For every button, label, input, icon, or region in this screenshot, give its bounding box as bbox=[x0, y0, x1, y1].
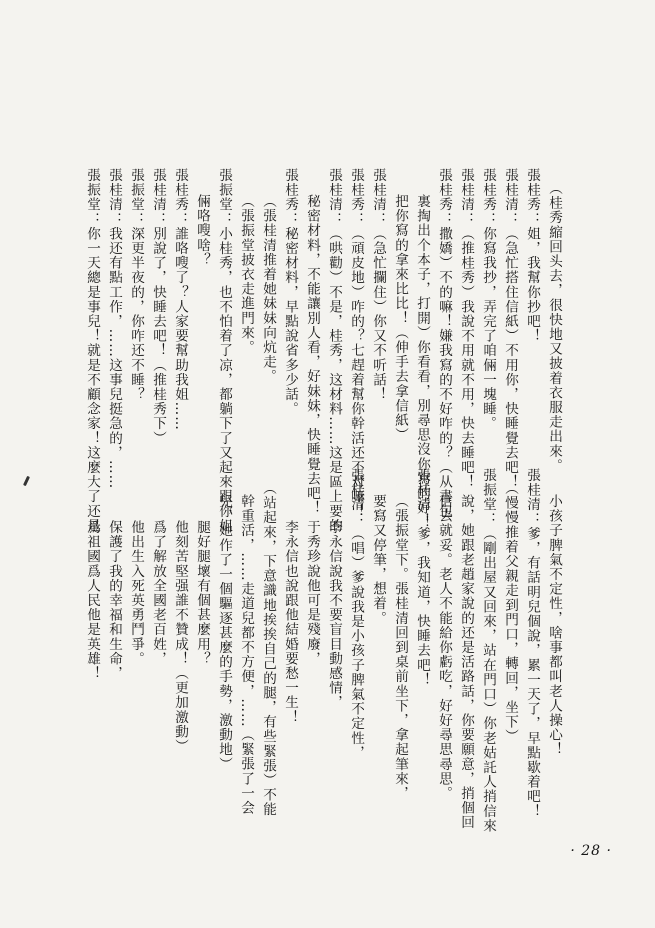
text-column: 張桂秀：撒嬌）不的嘛！嫌我寫的不好咋的？（从書包 bbox=[436, 168, 452, 519]
text-column: 保護了我的幸福和生命， bbox=[106, 520, 122, 681]
text-column: （慢慢推着父親走到門口，轉回，坐下） bbox=[502, 481, 518, 744]
text-column: 張桂秀：姐，我幫你抄吧！ bbox=[524, 168, 540, 344]
text-column: 說，她跟老趙家說的还是活路話，你要願意，捎個回 bbox=[458, 494, 474, 830]
text-column: （張振堂下。張桂清回到桌前坐下，拿起筆來， bbox=[392, 494, 408, 801]
text-column: 李永信也說跟他結婚要愁一生！ bbox=[282, 520, 298, 725]
text-column: 張桂清：（唱）爹說我是小孩子脾氣不定性， bbox=[348, 468, 364, 760]
ink-speck bbox=[23, 476, 30, 486]
text-column: 張桂清：（哄勸）不是，桂秀，这材料……这是區上要的 bbox=[326, 168, 342, 533]
text-column: 張桂清：（急忙攔住）你又不听話！ bbox=[370, 168, 386, 402]
text-column: 張桂清：我还有點工作，……这事兒挺急的，…… bbox=[106, 168, 122, 490]
text-column: 李永信說我不要盲目動感情， bbox=[326, 520, 342, 710]
text-column: 信去就妥。老人不能給你虧吃，好好尋思尋思。 bbox=[436, 494, 452, 801]
bottom-half-text bbox=[81, 468, 565, 833]
page-number: · 28 · bbox=[570, 843, 612, 859]
text-column: 腿好腿壞有個甚麼用？ bbox=[194, 520, 210, 666]
text-column: 張桂秀：（頑皮地）咋的？七趕着幫你幹活还不对嘛！ bbox=[348, 168, 364, 519]
top-half-text bbox=[81, 168, 565, 533]
text-column: 張桂秀：誰咯嗖了？人家要幫助我姐…… bbox=[172, 168, 188, 431]
text-column: 于秀珍說他可是殘廢， bbox=[304, 520, 320, 666]
text-column: 幹重活，……走道兒都不方便，……（緊張了一会 bbox=[238, 494, 254, 816]
text-column: 張振堂：小桂秀，也不怕着了凉，都躺下了又起來跟你姐 bbox=[216, 168, 232, 533]
text-column: （站起來，下意識地挨挨自己的腿，有些緊張）不能 bbox=[260, 481, 276, 817]
text-column: 張振堂：深更半夜的，你咋还不睡？ bbox=[128, 168, 144, 402]
text-column: （張振堂披衣走進門來。 bbox=[238, 194, 254, 355]
text-column: 裏掏出个本子，打開）你看看，別尋思沒你寫的好！ bbox=[414, 194, 430, 530]
text-column: 他出生入死英勇鬥爭。 bbox=[128, 520, 144, 666]
text-column: （桂秀縮回头去，很快地又披着衣服走出來。 bbox=[546, 181, 562, 473]
text-column: 爲了解放全國老百姓， bbox=[150, 520, 166, 666]
text-column: 爲祖國爲人民他是英雄！ bbox=[84, 520, 100, 681]
text-column: 張桂秀：秘密材料，早點說省多少話。 bbox=[282, 168, 298, 417]
text-column: 張桂清：（急忙搭住信紙）不用你，快睡覺去吧！ bbox=[502, 168, 518, 490]
text-column: 張振堂：（剛出屋又回來，站在門口）你老姑託人捎信來 bbox=[480, 468, 496, 833]
text-column: 張桂清：爹，我知道，快睡去吧！ bbox=[414, 468, 430, 687]
text-column: 要寫又停筆，想着。 bbox=[370, 494, 386, 626]
text-column: 他刻苦堅强誰不贊成！（更加激動） bbox=[172, 520, 188, 754]
text-column: 兒，她作了一個驅逐甚麼的手勢，激動地） bbox=[216, 494, 232, 772]
text-column: 張桂清：別說了，快睡去吧！（推桂秀下） bbox=[150, 168, 166, 446]
text-column: 張桂秀：你寫我抄，弄完了咱倆一塊睡。 bbox=[480, 168, 496, 431]
text-column: （張桂清推着她妹妹向炕走。 bbox=[260, 194, 276, 384]
text-column: 倆咯嗖啥？ bbox=[194, 194, 210, 267]
text-column: 張桂清：（推桂秀）我說不用就不用，快去睡吧！ bbox=[458, 168, 474, 490]
text-column: 小孩子脾氣不定性，啥事都叫老人操心！ bbox=[546, 494, 562, 757]
text-column: 秘密材料，不能讓別人看，好妹妹，快睡覺去吧！ bbox=[304, 194, 320, 516]
text-column: 張振堂：你一天總是事兒！就是不顧念家！这麼大了还是 bbox=[84, 168, 100, 533]
text-column: 張桂清：爹，有話明兒個說，累一天了，早點歇着吧！ bbox=[524, 468, 540, 819]
text-column: 把你寫的拿來比比！（伸手去拿信紙） bbox=[392, 194, 408, 443]
